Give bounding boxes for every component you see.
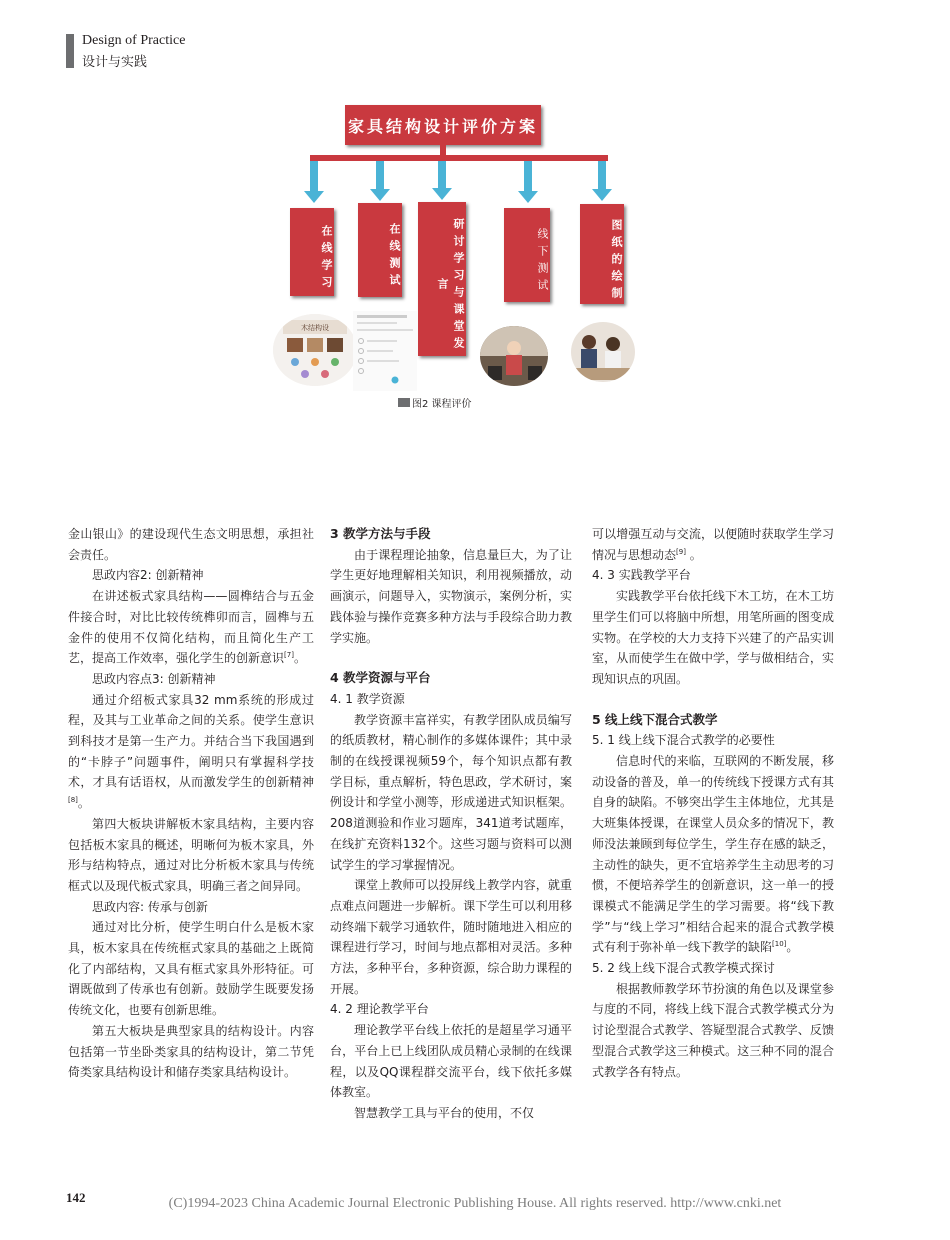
citation: [10] (772, 940, 787, 949)
paragraph-text: 通过介绍板式家具32 mm系统的形成过程，及其与工业革命之间的关系。使学生意识 到科技才是第一生产力。并结合当下我国遇到的“卡脖子”问题事件，阐明只有掌握科学技术，才具有话语权，从而激发学生的创新精神 (68, 692, 314, 790)
thumb-offline-class (571, 322, 635, 382)
paragraph: 第四大板块讲解板木家具结构，主要内容包括板木家具的概述，明晰何为板木家具，外形与结构特点，通过对比分析板木家具与传统框式以及现代板式家具，明确三者之间异同。 (68, 816, 314, 893)
heading-5-1: 5. 1 线上线下混合式教学的必要性 (592, 733, 775, 748)
heading-4: 4 教学资源与平台 (330, 670, 431, 686)
citation: [7] (284, 651, 294, 660)
paragraph-text: 可以增强互动与交流，以便随时获取学生学习情况与思想动态 (592, 527, 834, 562)
box-online-test: 在线测试 (358, 203, 402, 297)
caption-square-icon (398, 398, 410, 407)
paragraph-end: 。 (685, 547, 702, 562)
subheading-ideology-2: 思政内容2: 创新精神 (92, 568, 204, 583)
paragraph: 课堂上教师可以投屏线上教学内容，就重点难点问题进一步解析。课下学生可以利用移动终端下载学习通软件，随时随地进入相应的课程进行学习，时间与地点都相对灵活。多种方法，多种平台，多种资源，综合助力课程的开展。 (330, 878, 572, 996)
paragraph: 智慧教学工具与平台的使用，不仅 (354, 1105, 535, 1120)
offline-class-photo-icon (571, 322, 635, 382)
caption-text: 图2 课程评价 (412, 399, 472, 410)
paragraph: 教学资源丰富祥实，有教学团队成员编写的纸质教材，精心制作的多媒体课件；其中录制的在线授课视频59个，每个知识点都有教学目标，重点解析，特色思政，学术研讨，案例设计和学堂小测等，形成递进式知识框架。208道测验和作业习题库，341道考试题库，在线扩充资料132个。这些习题与资料可以测试学生的学习掌握情况。 (330, 712, 572, 872)
paragraph (592, 524, 834, 565)
paragraph-text: 在讲述板式家具结构——圆榫结合与五金件接合时，对比比较传统榫卯而言，圆榫与五金件的使用不仅简化结构，而且简化生产工艺，提高工作效率，强化学生的创新意识 (68, 589, 314, 666)
copyright-footer: (C)1994-2023 China Academic Journal Electronic Publishing House. All rights reserved. http://www.cnki.net (168, 1196, 782, 1211)
figure-title-box: 家具结构设计评价方案 (345, 105, 541, 145)
figure-course-evaluation (0, 0, 950, 420)
column-3 (592, 524, 834, 1082)
figure-caption (398, 395, 472, 410)
heading-5-2: 5. 2 线上线下混合式教学模式探讨 (592, 961, 775, 976)
paragraph: 由于课程理论抽象，信息量巨大，为了让学生更好地理解相关知识，利用视频播放，动画演示，问题导入，实物演示，案例分析，实践体验与操作竞赛多种方法与手段综合助力教学实施。 (330, 547, 572, 645)
subheading-ideology: 思政内容: 传承与创新 (92, 899, 208, 914)
heading-4-2: 4. 2 理论教学平台 (330, 1002, 429, 1017)
paragraph (592, 751, 834, 958)
box-drawing: 图纸的绘制 (580, 204, 624, 304)
paragraph: 通过对比分析，使学生明白什么是板木家具，板木家具在传统框式家具的基础之上既简化了内部结构，又具有框式家具外形特征。可谓既做到了传承也有创新。鼓励学生既要发扬传统文化，也要有创新思维。 (68, 920, 314, 1018)
column-1 (68, 524, 314, 1083)
subheading-ideology-3: 思政内容点3: 创新精神 (92, 671, 216, 686)
quiz-screenshot-icon (353, 311, 417, 391)
spacer (592, 690, 834, 710)
spacer (330, 648, 572, 668)
paragraph-end: 。 (786, 940, 799, 955)
box-online-learning: 在线学习 (290, 208, 334, 296)
citation: [8] (68, 796, 78, 805)
paragraph: 理论教学平台线上依托的是超星学习通平台，平台上已上线团队成员精心录制的在线课程，以及QQ课程群交流平台，线下依托多媒体教室。 (330, 1023, 572, 1100)
paragraph (68, 690, 314, 814)
classroom-photo-icon (480, 326, 548, 386)
paragraph-text: 信息时代的来临，互联网的不断发展，移动设备的普及，单一的传统线下授课方式有其自身的缺陷。不够突出学生主体地位，尤其是大班集体授课，在课堂人员众多的情况下，教师没法兼顾到每位学生，学生存在感的缺乏，主动性的缺失，更不宜培养学生主动思考的习惯，不便培养学生的创新意识，这一单一的授课模式不能满足学生的学习需要。将“线下教学”与“线上学习”相结合起来的混合式教学模式有利于弥补单一线下教学的缺陷 (592, 754, 834, 955)
paragraph (68, 586, 314, 669)
paragraph: 实践教学平台依托线下木工坊，在木工坊里学生们可以将脑中所想，用笔所画的图变成实物。在学校的大力支持下兴建了的产品实训室，从而使学生在做中学，学与做相结合，实现知识点的巩固。 (592, 589, 834, 686)
heading-4-3: 4. 3 实践教学平台 (592, 568, 691, 583)
app-screenshot-icon (273, 314, 357, 386)
paragraph-end: 。 (293, 651, 306, 666)
section-title-en: Design of Practice (82, 33, 186, 48)
box-offline-test: 线下测试 (504, 208, 550, 302)
page-number: 142 (66, 1190, 86, 1205)
paragraph: 根据教师教学环节扮演的角色以及课堂参与度的不同，将线上线下混合式教学模式分为讨论型混合式教学、答疑型混合式教学、反馈型混合式教学这三种模式。这三种不同的混合式教学各有特点。 (592, 981, 834, 1079)
column-2 (330, 524, 572, 1124)
heading-3: 3 教学方法与手段 (330, 526, 431, 541)
thumb-online-course-app (273, 314, 357, 386)
paragraph: 第五大板块是典型家具的结构设计。内容包括第一节坐卧类家具的结构设计，第二节凭倚类家具结构设计和储存类家具结构设计。 (68, 1023, 314, 1080)
heading-5: 5 线上线下混合式教学 (592, 711, 718, 727)
box-discussion-speech: 研讨学习与课堂发言 (418, 202, 466, 356)
thumb-online-quiz (353, 311, 417, 391)
citation: [9] (676, 547, 686, 556)
thumb-classroom-speech (480, 326, 548, 386)
paragraph: 金山银山》的建设现代生态文明思想，承担社会责任。 (68, 527, 314, 562)
connector-horizontal (310, 155, 608, 161)
paragraph-end: 。 (77, 796, 90, 811)
section-title-cn: 设计与实践 (82, 55, 148, 70)
heading-4-1: 4. 1 教学资源 (330, 691, 405, 706)
thumb-label: 木结构设 (301, 324, 329, 332)
